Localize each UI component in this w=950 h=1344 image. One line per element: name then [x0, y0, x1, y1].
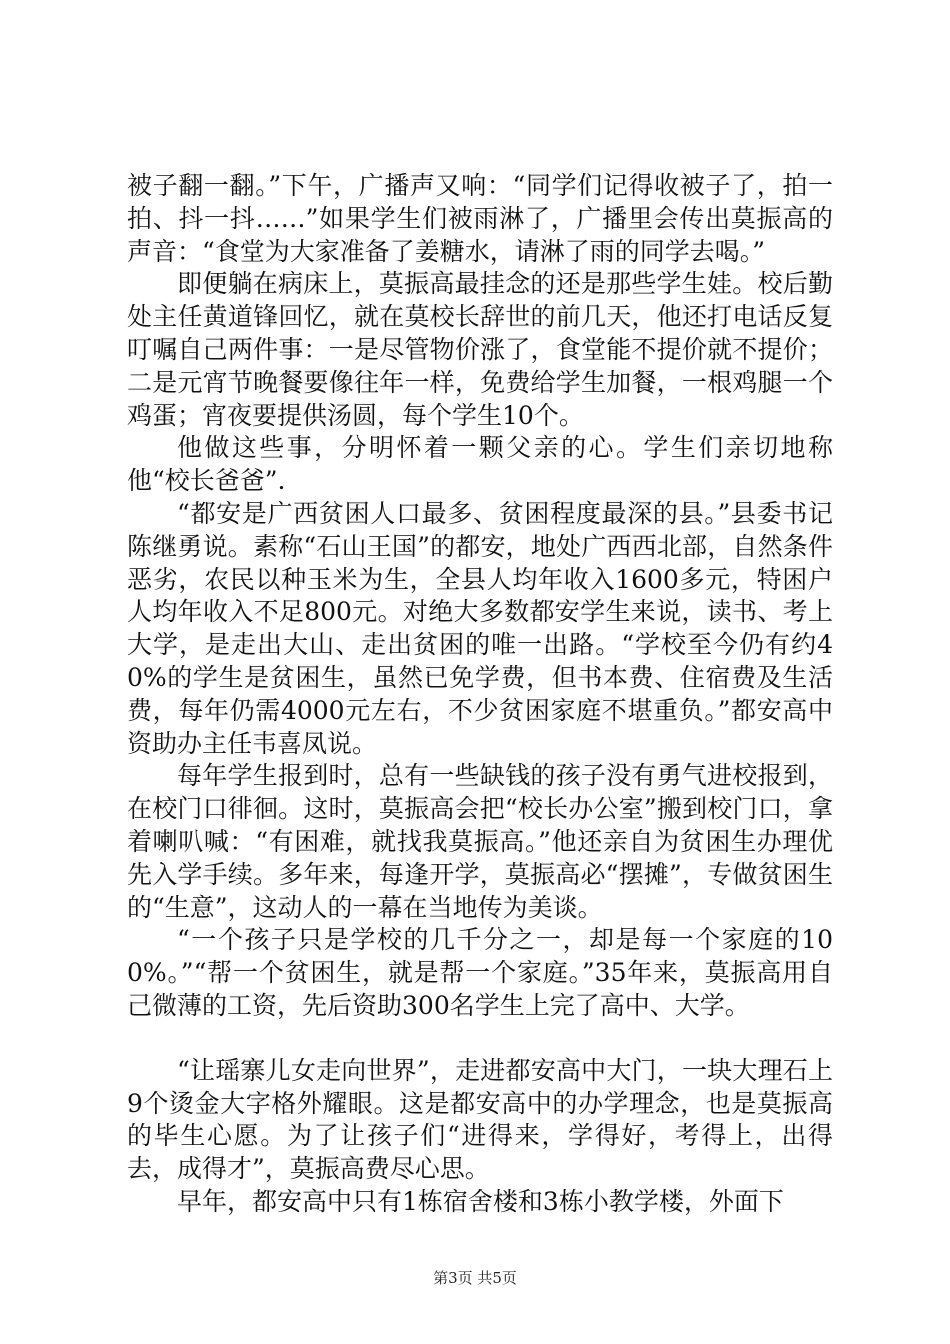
paragraph-poverty-county: “都安是广西贫困人口最多、贫困程度最深的县。”县委书记陈继勇说。素称“石山王国”的都安，地处广西西北部，自然条件恶劣，农民以种玉米为生，全县人均年收入1600多元，特困户人均年收入不足800元。对绝大多数都安学生来说，读书、考上大学，是走出大山、走出贫困的唯一出路。“学校至今仍有约40%的学生是贫困生，虽然已免学费，但书本费、住宿费及生活费，每年仍需4000元左右，不少贫困家庭不堪重负。”都安高中资助办主任韦喜凤说。: [127, 498, 833, 758]
paragraph-father-heart: 他做这些事，分明怀着一颗父亲的心。学生们亲切地称他“校长爸爸”.: [127, 433, 833, 496]
document-body: [127, 170, 833, 1219]
paragraph-school-gate: 每年学生报到时，总有一些缺钱的孩子没有勇气进校报到，在校门口徘徊。这时，莫振高会把“校长办公室”搬到校门口，拿着喇叭喊：“有困难，就找我莫振高。”他还亲自为贫困生办理优先入学手续。多年来，每逢开学，莫振高必“摆摊”，专做贫困生的“生意”，这动人的一幕在当地传为美谈。: [127, 761, 833, 922]
paragraph-one-child: “一个孩子只是学校的几千分之一，却是每一个家庭的100%。”“帮一个贫困生，就是帮一个家庭。”35年来，莫振高用自己微薄的工资，先后资助300名学生上完了高中、大学。: [127, 925, 833, 1020]
paragraph-hospital-bed: 即便躺在病床上，莫振高最挂念的还是那些学生娃。校后勤处主任黄道锋回忆，就在莫校长辞世的前几天，他还打电话反复叮嘱自己两件事：一是尽管物价涨了，食堂能不提价就不提价；二是元宵节晚餐要像往年一样，免费给学生加餐，一根鸡腿一个鸡蛋；宵夜要提供汤圆，每个学生10个。: [127, 269, 833, 430]
paragraph-school-motto: “让瑶寨儿女走向世界”，走进都安高中大门，一块大理石上9个烫金大字格外耀眼。这是都安高中的办学理念，也是莫振高的毕生心愿。为了让孩子们“进得来，学得好，考得上，出得去，成得才”，莫振高费尽心思。: [127, 1055, 833, 1184]
paragraph-quilt-broadcast: 被子翻一翻。”下午，广播声又响：“同学们记得收被子了，拍一拍、抖一抖……”如果学生们被雨淋了，广播里会传出莫振高的声音：“食堂为大家准备了姜糖水，请淋了雨的同学去喝。”: [127, 171, 833, 266]
page-footer: 第3页 共5页: [433, 1269, 517, 1287]
paragraph-early-years: 早年，都安高中只有1栋宿舍楼和3栋小教学楼，外面下: [177, 1186, 784, 1216]
